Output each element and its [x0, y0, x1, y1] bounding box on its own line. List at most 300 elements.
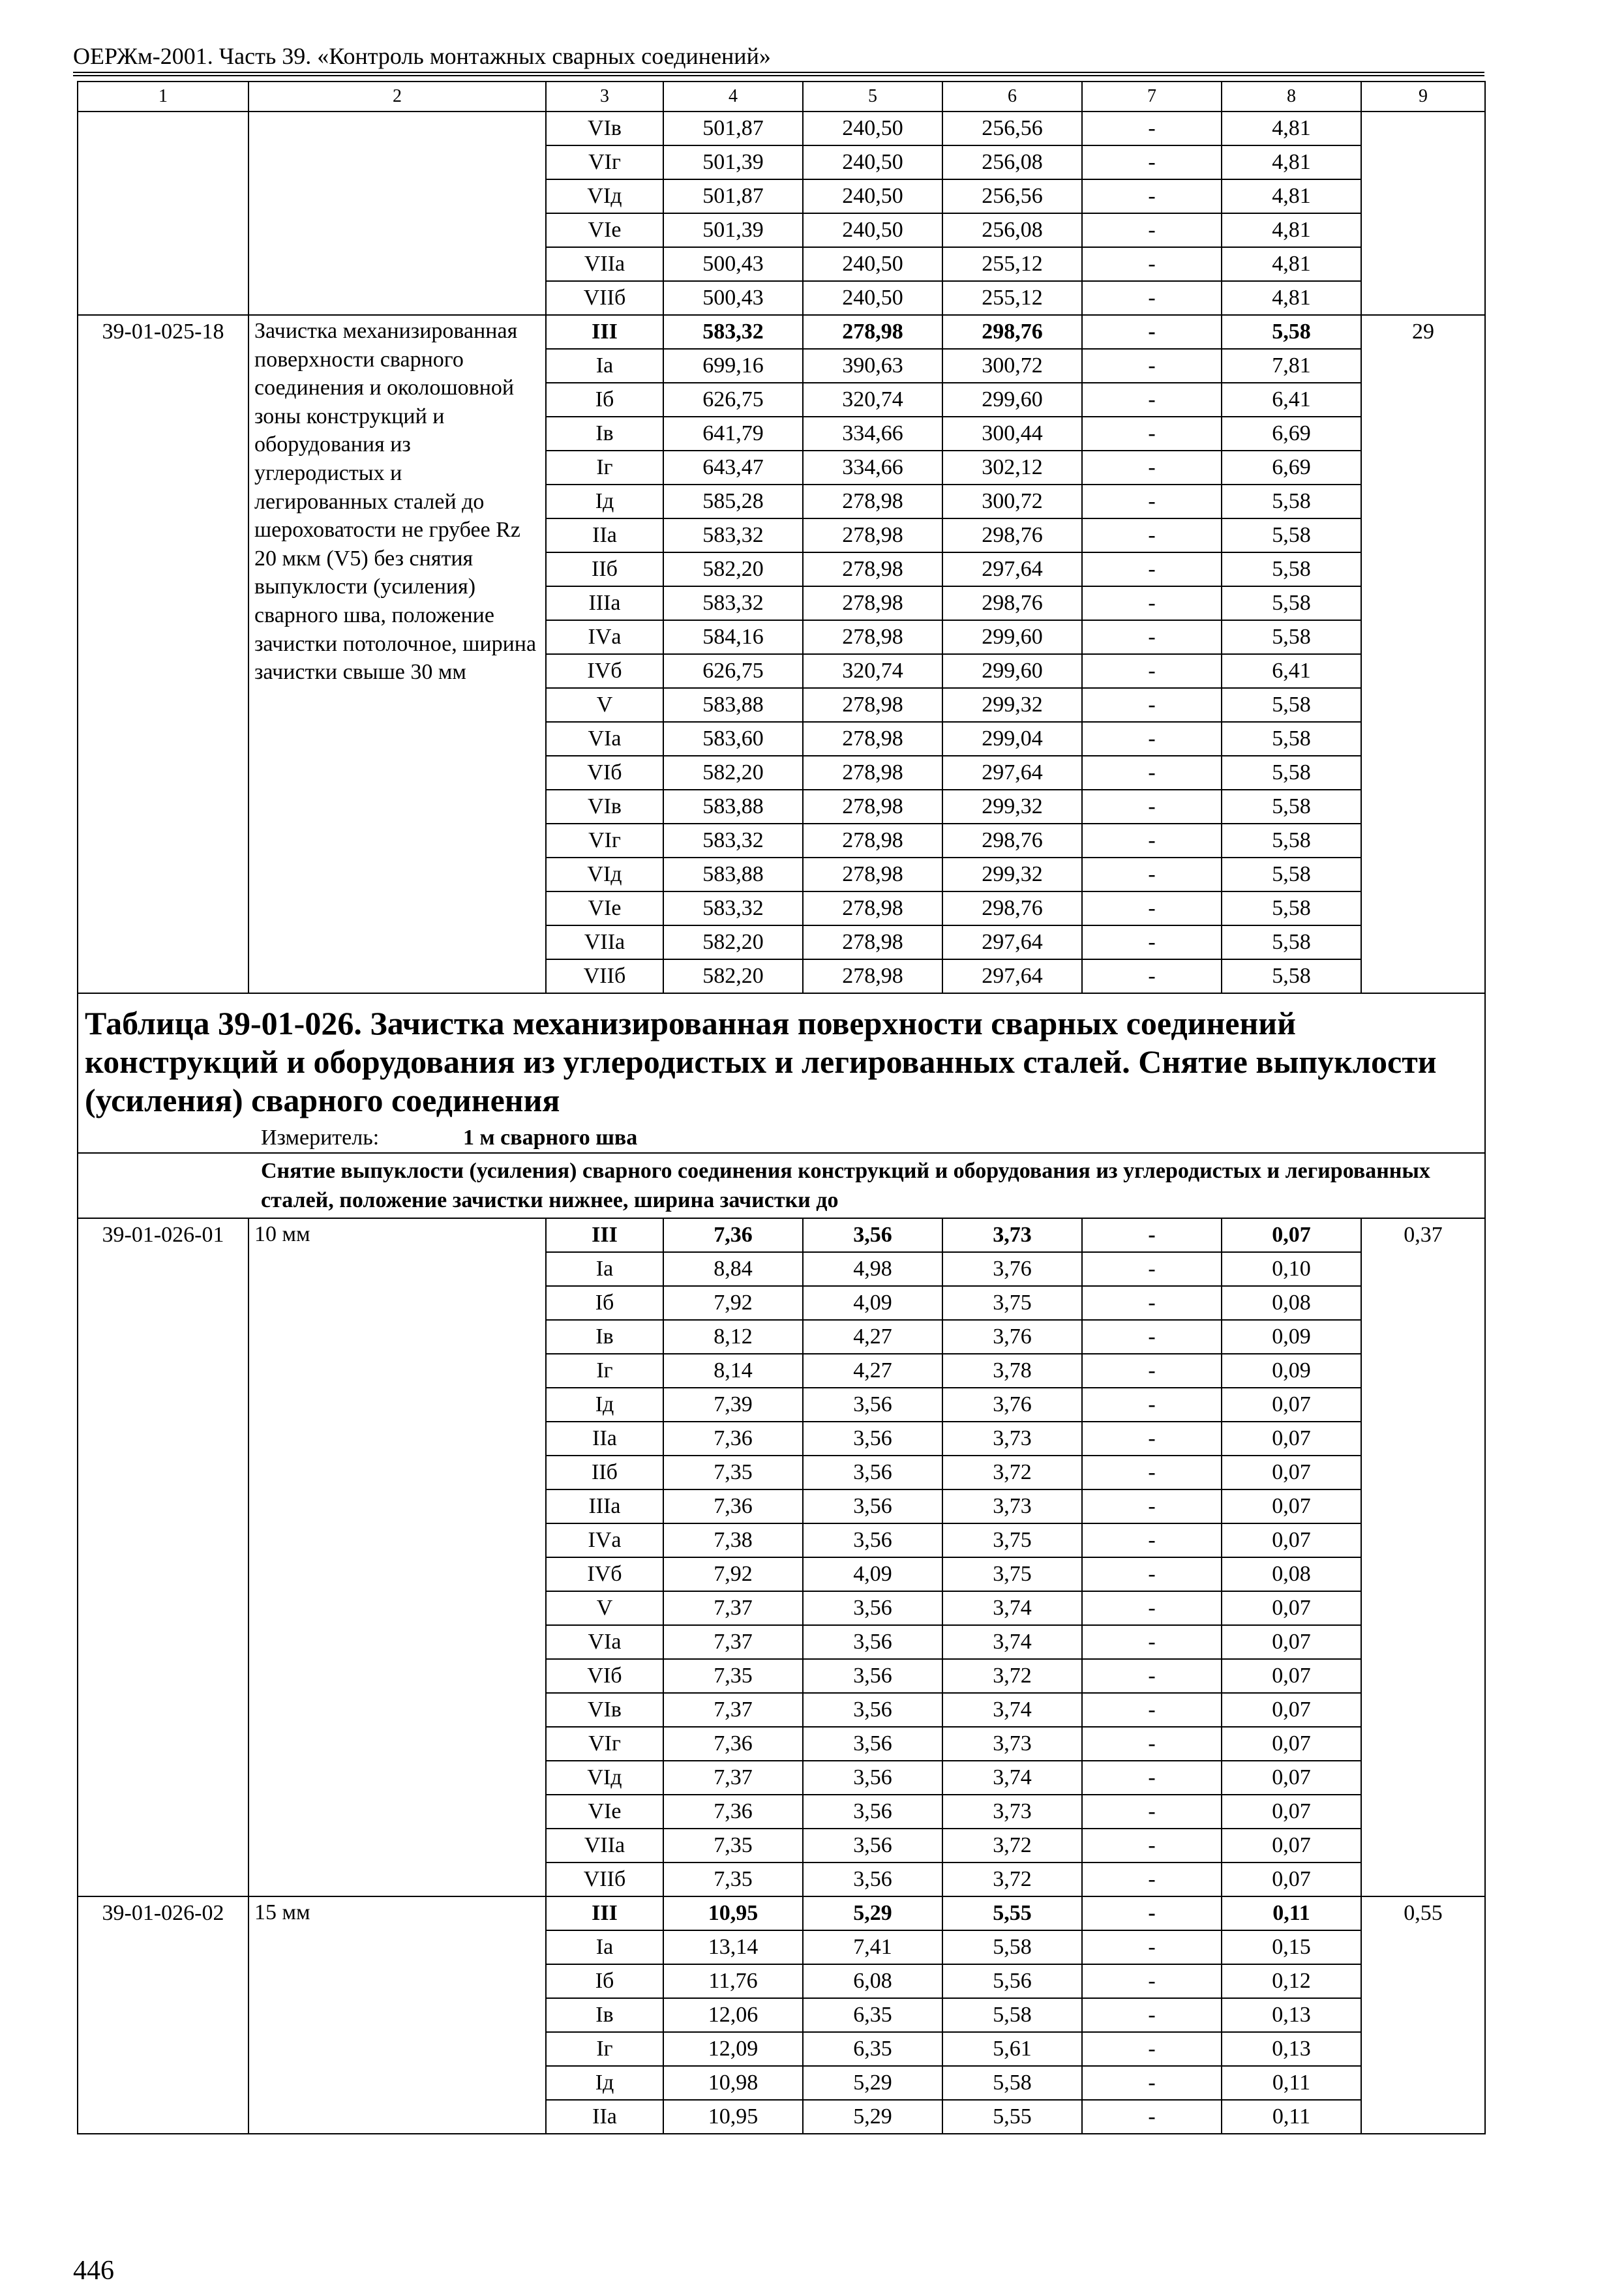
materials-cost-cell: -: [1082, 417, 1222, 451]
zone-cell: VIв: [546, 790, 663, 824]
total-cost-cell: 7,35: [663, 1659, 803, 1693]
materials-cost-cell: -: [1082, 1591, 1222, 1625]
machine-cost-cell: 298,76: [942, 824, 1082, 858]
table-title-row: [78, 993, 1485, 1153]
materials-cost-cell: -: [1082, 586, 1222, 620]
materials-cost-cell: -: [1082, 858, 1222, 891]
wage-cost-cell: 3,56: [803, 1693, 942, 1727]
labor-cell: 0,07: [1222, 1456, 1361, 1489]
labor-cell: 5,58: [1222, 620, 1361, 654]
rate-code: [78, 112, 248, 315]
labor-cell: 0,07: [1222, 1591, 1361, 1625]
machine-cost-cell: 5,55: [942, 2100, 1082, 2134]
wage-cost-cell: 278,98: [803, 925, 942, 959]
total-cost-cell: 583,32: [663, 518, 803, 552]
total-cost-cell: 10,95: [663, 2100, 803, 2134]
zone-cell: Iв: [546, 1320, 663, 1354]
zone-cell: V: [546, 688, 663, 722]
wage-cost-cell: 278,98: [803, 485, 942, 518]
machine-cost-cell: 298,76: [942, 586, 1082, 620]
total-cost-cell: 641,79: [663, 417, 803, 451]
total-cost-cell: 626,75: [663, 654, 803, 688]
price-cell: [1361, 112, 1485, 315]
zone-cell: Iв: [546, 1998, 663, 2032]
wage-cost-cell: 3,56: [803, 1218, 942, 1252]
wage-cost-cell: 334,66: [803, 417, 942, 451]
labor-cell: 4,81: [1222, 213, 1361, 247]
zone-cell: VIг: [546, 824, 663, 858]
section-subheading: Снятие выпуклости (усиления) сварного соединения конструкций и оборудования из углеродистых и легированных сталей, положение зачистки нижнее, ширина зачистки до: [261, 1159, 1430, 1212]
header-rule: [73, 75, 1484, 76]
materials-cost-cell: -: [1082, 112, 1222, 145]
materials-cost-cell: -: [1082, 1625, 1222, 1659]
labor-cell: 0,07: [1222, 1693, 1361, 1727]
wage-cost-cell: 320,74: [803, 654, 942, 688]
rate-description: [248, 112, 546, 315]
zone-cell: VIг: [546, 1727, 663, 1761]
zone-cell: IIIа: [546, 586, 663, 620]
total-cost-cell: 7,36: [663, 1795, 803, 1829]
labor-cell: 0,12: [1222, 1964, 1361, 1998]
machine-cost-cell: 3,73: [942, 1422, 1082, 1456]
labor-cell: 5,58: [1222, 790, 1361, 824]
machine-cost-cell: 256,56: [942, 179, 1082, 213]
labor-cell: 0,07: [1222, 1422, 1361, 1456]
wage-cost-cell: 3,56: [803, 1761, 942, 1795]
zone-cell: VIд: [546, 858, 663, 891]
rate-description: 10 мм: [248, 1218, 546, 1896]
total-cost-cell: 699,16: [663, 349, 803, 383]
column-number: 8: [1222, 82, 1361, 112]
labor-cell: 5,58: [1222, 518, 1361, 552]
zone-cell: Iг: [546, 2032, 663, 2066]
wage-cost-cell: 278,98: [803, 722, 942, 756]
labor-cell: 0,07: [1222, 1829, 1361, 1863]
machine-cost-cell: 3,76: [942, 1252, 1082, 1286]
materials-cost-cell: -: [1082, 383, 1222, 417]
zone-cell: VIе: [546, 1795, 663, 1829]
total-cost-cell: 583,88: [663, 790, 803, 824]
materials-cost-cell: -: [1082, 1930, 1222, 1964]
labor-cell: 0,15: [1222, 1930, 1361, 1964]
wage-cost-cell: 6,35: [803, 2032, 942, 2066]
materials-cost-cell: -: [1082, 925, 1222, 959]
machine-cost-cell: 3,74: [942, 1761, 1082, 1795]
column-numbers-row: [78, 82, 1485, 112]
wage-cost-cell: 4,27: [803, 1320, 942, 1354]
total-cost-cell: 501,87: [663, 112, 803, 145]
zone-cell: VIв: [546, 1693, 663, 1727]
total-cost-cell: 8,14: [663, 1354, 803, 1388]
labor-cell: 5,58: [1222, 552, 1361, 586]
labor-cell: 0,13: [1222, 1998, 1361, 2032]
materials-cost-cell: -: [1082, 1320, 1222, 1354]
wage-cost-cell: 240,50: [803, 179, 942, 213]
header-rule: [73, 72, 1484, 73]
total-cost-cell: 8,12: [663, 1320, 803, 1354]
wage-cost-cell: 3,56: [803, 1523, 942, 1557]
wage-cost-cell: 3,56: [803, 1456, 942, 1489]
materials-cost-cell: -: [1082, 1896, 1222, 1930]
materials-cost-cell: -: [1082, 1456, 1222, 1489]
labor-cell: 5,58: [1222, 586, 1361, 620]
wage-cost-cell: 240,50: [803, 145, 942, 179]
labor-cell: 7,81: [1222, 349, 1361, 383]
total-cost-cell: 7,35: [663, 1456, 803, 1489]
total-cost-cell: 500,43: [663, 247, 803, 281]
total-cost-cell: 501,87: [663, 179, 803, 213]
machine-cost-cell: 3,72: [942, 1659, 1082, 1693]
machine-cost-cell: 300,72: [942, 485, 1082, 518]
total-cost-cell: 583,32: [663, 315, 803, 349]
machine-cost-cell: 299,60: [942, 654, 1082, 688]
total-cost-cell: 7,37: [663, 1761, 803, 1795]
labor-cell: 6,41: [1222, 654, 1361, 688]
measure-label: Измеритель:: [261, 1126, 380, 1150]
total-cost-cell: 12,09: [663, 2032, 803, 2066]
machine-cost-cell: 3,72: [942, 1456, 1082, 1489]
zone-cell: Iб: [546, 383, 663, 417]
zone-cell: Iд: [546, 485, 663, 518]
machine-cost-cell: 256,08: [942, 213, 1082, 247]
machine-cost-cell: 5,58: [942, 1998, 1082, 2032]
labor-cell: 0,11: [1222, 2100, 1361, 2134]
zone-cell: IVа: [546, 620, 663, 654]
machine-cost-cell: 5,61: [942, 2032, 1082, 2066]
labor-cell: 0,10: [1222, 1252, 1361, 1286]
materials-cost-cell: -: [1082, 654, 1222, 688]
total-cost-cell: 12,06: [663, 1998, 803, 2032]
zone-cell: IIа: [546, 518, 663, 552]
total-cost-cell: 501,39: [663, 145, 803, 179]
labor-cell: 4,81: [1222, 179, 1361, 213]
total-cost-cell: 7,35: [663, 1863, 803, 1896]
machine-cost-cell: 3,75: [942, 1286, 1082, 1320]
labor-cell: 4,81: [1222, 112, 1361, 145]
materials-cost-cell: -: [1082, 824, 1222, 858]
labor-cell: 5,58: [1222, 315, 1361, 349]
table-row: [78, 315, 1485, 349]
wage-cost-cell: 3,56: [803, 1795, 942, 1829]
wage-cost-cell: 4,09: [803, 1557, 942, 1591]
machine-cost-cell: 255,12: [942, 281, 1082, 315]
materials-cost-cell: -: [1082, 1964, 1222, 1998]
materials-cost-cell: -: [1082, 2032, 1222, 2066]
machine-cost-cell: 299,32: [942, 790, 1082, 824]
machine-cost-cell: 299,32: [942, 688, 1082, 722]
labor-cell: 4,81: [1222, 247, 1361, 281]
wage-cost-cell: 3,56: [803, 1591, 942, 1625]
labor-cell: 0,07: [1222, 1523, 1361, 1557]
materials-cost-cell: -: [1082, 1523, 1222, 1557]
column-number: 7: [1082, 82, 1222, 112]
total-cost-cell: 7,35: [663, 1829, 803, 1863]
table-title-cell: [78, 993, 1485, 1153]
column-number: 6: [942, 82, 1082, 112]
machine-cost-cell: 297,64: [942, 756, 1082, 790]
total-cost-cell: 7,39: [663, 1388, 803, 1422]
labor-cell: 0,07: [1222, 1625, 1361, 1659]
materials-cost-cell: -: [1082, 1489, 1222, 1523]
machine-cost-cell: 3,73: [942, 1218, 1082, 1252]
zone-cell: VIд: [546, 179, 663, 213]
wage-cost-cell: 5,29: [803, 2100, 942, 2134]
materials-cost-cell: -: [1082, 688, 1222, 722]
materials-cost-cell: -: [1082, 213, 1222, 247]
labor-cell: 0,07: [1222, 1388, 1361, 1422]
labor-cell: 5,58: [1222, 722, 1361, 756]
materials-cost-cell: -: [1082, 1693, 1222, 1727]
machine-cost-cell: 3,74: [942, 1591, 1082, 1625]
zone-cell: IIб: [546, 552, 663, 586]
machine-cost-cell: 3,78: [942, 1354, 1082, 1388]
machine-cost-cell: 5,56: [942, 1964, 1082, 1998]
total-cost-cell: 583,32: [663, 586, 803, 620]
price-cell: 0,55: [1361, 1896, 1485, 2134]
labor-cell: 5,58: [1222, 891, 1361, 925]
machine-cost-cell: 5,58: [942, 1930, 1082, 1964]
total-cost-cell: 582,20: [663, 925, 803, 959]
wage-cost-cell: 334,66: [803, 451, 942, 485]
machine-cost-cell: 299,60: [942, 620, 1082, 654]
zone-cell: IIб: [546, 1456, 663, 1489]
labor-cell: 0,13: [1222, 2032, 1361, 2066]
labor-cell: 0,07: [1222, 1218, 1361, 1252]
labor-cell: 5,58: [1222, 959, 1361, 993]
total-cost-cell: 7,37: [663, 1625, 803, 1659]
materials-cost-cell: -: [1082, 1422, 1222, 1456]
zone-cell: Iд: [546, 1388, 663, 1422]
total-cost-cell: 7,92: [663, 1286, 803, 1320]
section-subheading-row: [78, 1153, 1485, 1218]
materials-cost-cell: -: [1082, 1998, 1222, 2032]
labor-cell: 6,41: [1222, 383, 1361, 417]
materials-cost-cell: -: [1082, 1557, 1222, 1591]
labor-cell: 4,81: [1222, 281, 1361, 315]
wage-cost-cell: 3,56: [803, 1727, 942, 1761]
zone-cell: Iв: [546, 417, 663, 451]
wage-cost-cell: 320,74: [803, 383, 942, 417]
zone-cell: Iд: [546, 2066, 663, 2100]
materials-cost-cell: -: [1082, 1286, 1222, 1320]
labor-cell: 0,07: [1222, 1795, 1361, 1829]
column-number: 2: [248, 82, 546, 112]
zone-cell: VIд: [546, 1761, 663, 1795]
machine-cost-cell: 299,60: [942, 383, 1082, 417]
machine-cost-cell: 5,55: [942, 1896, 1082, 1930]
wage-cost-cell: 278,98: [803, 688, 942, 722]
wage-cost-cell: 4,98: [803, 1252, 942, 1286]
zone-cell: VIIб: [546, 281, 663, 315]
machine-cost-cell: 298,76: [942, 891, 1082, 925]
materials-cost-cell: -: [1082, 451, 1222, 485]
total-cost-cell: 582,20: [663, 756, 803, 790]
wage-cost-cell: 3,56: [803, 1863, 942, 1896]
rate-description: 15 мм: [248, 1896, 546, 2134]
zone-cell: VIIа: [546, 925, 663, 959]
machine-cost-cell: 3,73: [942, 1727, 1082, 1761]
column-number: 9: [1361, 82, 1485, 112]
total-cost-cell: 13,14: [663, 1930, 803, 1964]
total-cost-cell: 583,88: [663, 858, 803, 891]
labor-cell: 0,07: [1222, 1863, 1361, 1896]
zone-cell: Iа: [546, 1252, 663, 1286]
zone-cell: V: [546, 1591, 663, 1625]
rate-code: 39-01-025-18: [78, 315, 248, 993]
wage-cost-cell: 4,09: [803, 1286, 942, 1320]
materials-cost-cell: -: [1082, 620, 1222, 654]
materials-cost-cell: -: [1082, 756, 1222, 790]
materials-cost-cell: -: [1082, 722, 1222, 756]
column-number: 3: [546, 82, 663, 112]
materials-cost-cell: -: [1082, 1388, 1222, 1422]
measure-unit: [85, 1125, 1478, 1151]
wage-cost-cell: 278,98: [803, 858, 942, 891]
zone-cell: VIIа: [546, 1829, 663, 1863]
total-cost-cell: 10,98: [663, 2066, 803, 2100]
total-cost-cell: 10,95: [663, 1896, 803, 1930]
zone-cell: VIIб: [546, 959, 663, 993]
wage-cost-cell: 3,56: [803, 1422, 942, 1456]
materials-cost-cell: -: [1082, 1252, 1222, 1286]
wage-cost-cell: 278,98: [803, 959, 942, 993]
labor-cell: 5,58: [1222, 824, 1361, 858]
table-row: [78, 112, 1485, 145]
zone-cell: IVа: [546, 1523, 663, 1557]
total-cost-cell: 583,60: [663, 722, 803, 756]
zone-cell: IIа: [546, 2100, 663, 2134]
zone-cell: Iб: [546, 1964, 663, 1998]
labor-cell: 6,69: [1222, 417, 1361, 451]
labor-cell: 0,07: [1222, 1659, 1361, 1693]
zone-cell: IVб: [546, 1557, 663, 1591]
machine-cost-cell: 3,73: [942, 1795, 1082, 1829]
total-cost-cell: 585,28: [663, 485, 803, 518]
wage-cost-cell: 3,56: [803, 1659, 942, 1693]
wage-cost-cell: 6,08: [803, 1964, 942, 1998]
wage-cost-cell: 278,98: [803, 620, 942, 654]
total-cost-cell: 501,39: [663, 213, 803, 247]
machine-cost-cell: 300,72: [942, 349, 1082, 383]
column-number: 1: [78, 82, 248, 112]
materials-cost-cell: -: [1082, 2066, 1222, 2100]
machine-cost-cell: 298,76: [942, 518, 1082, 552]
labor-cell: 0,11: [1222, 1896, 1361, 1930]
machine-cost-cell: 297,64: [942, 552, 1082, 586]
total-cost-cell: 582,20: [663, 959, 803, 993]
labor-cell: 0,08: [1222, 1286, 1361, 1320]
wage-cost-cell: 3,56: [803, 1829, 942, 1863]
labor-cell: 5,58: [1222, 858, 1361, 891]
zone-cell: VIIа: [546, 247, 663, 281]
wage-cost-cell: 3,56: [803, 1388, 942, 1422]
machine-cost-cell: 299,32: [942, 858, 1082, 891]
materials-cost-cell: -: [1082, 315, 1222, 349]
labor-cell: 5,58: [1222, 925, 1361, 959]
zone-cell: IVб: [546, 654, 663, 688]
machine-cost-cell: 3,74: [942, 1625, 1082, 1659]
materials-cost-cell: -: [1082, 1863, 1222, 1896]
materials-cost-cell: -: [1082, 1218, 1222, 1252]
zone-cell: IIа: [546, 1422, 663, 1456]
zone-cell: III: [546, 1218, 663, 1252]
wage-cost-cell: 278,98: [803, 552, 942, 586]
labor-cell: 5,58: [1222, 485, 1361, 518]
wage-cost-cell: 390,63: [803, 349, 942, 383]
labor-cell: 0,11: [1222, 2066, 1361, 2100]
measure-value: 1 м сварного шва: [463, 1126, 638, 1150]
rate-code: 39-01-026-02: [78, 1896, 248, 2134]
labor-cell: 0,08: [1222, 1557, 1361, 1591]
wage-cost-cell: 278,98: [803, 891, 942, 925]
zone-cell: III: [546, 1896, 663, 1930]
column-number: 5: [803, 82, 942, 112]
zone-cell: Iб: [546, 1286, 663, 1320]
materials-cost-cell: -: [1082, 1829, 1222, 1863]
zone-cell: Iг: [546, 451, 663, 485]
zone-cell: Iг: [546, 1354, 663, 1388]
zone-cell: Iа: [546, 349, 663, 383]
zone-cell: VIа: [546, 722, 663, 756]
total-cost-cell: 643,47: [663, 451, 803, 485]
wage-cost-cell: 3,56: [803, 1625, 942, 1659]
wage-cost-cell: 5,29: [803, 1896, 942, 1930]
total-cost-cell: 7,36: [663, 1489, 803, 1523]
wage-cost-cell: 278,98: [803, 790, 942, 824]
total-cost-cell: 7,38: [663, 1523, 803, 1557]
zone-cell: VIа: [546, 1625, 663, 1659]
materials-cost-cell: -: [1082, 1795, 1222, 1829]
materials-cost-cell: -: [1082, 1659, 1222, 1693]
page-header-title: ОЕРЖм-2001. Часть 39. «Контроль монтажных сварных соединений»: [73, 43, 771, 69]
total-cost-cell: 7,37: [663, 1591, 803, 1625]
wage-cost-cell: 278,98: [803, 518, 942, 552]
materials-cost-cell: -: [1082, 179, 1222, 213]
wage-cost-cell: 240,50: [803, 112, 942, 145]
machine-cost-cell: 3,76: [942, 1388, 1082, 1422]
price-cell: 0,37: [1361, 1218, 1485, 1896]
materials-cost-cell: -: [1082, 247, 1222, 281]
total-cost-cell: 626,75: [663, 383, 803, 417]
labor-cell: 5,58: [1222, 756, 1361, 790]
machine-cost-cell: 297,64: [942, 959, 1082, 993]
wage-cost-cell: 240,50: [803, 247, 942, 281]
materials-cost-cell: -: [1082, 552, 1222, 586]
machine-cost-cell: 3,75: [942, 1557, 1082, 1591]
materials-cost-cell: -: [1082, 1761, 1222, 1795]
materials-cost-cell: -: [1082, 891, 1222, 925]
materials-cost-cell: -: [1082, 349, 1222, 383]
wage-cost-cell: 278,98: [803, 586, 942, 620]
price-cell: 29: [1361, 315, 1485, 993]
wage-cost-cell: 7,41: [803, 1930, 942, 1964]
zone-cell: VIб: [546, 1659, 663, 1693]
machine-cost-cell: 300,44: [942, 417, 1082, 451]
zone-cell: VIе: [546, 213, 663, 247]
zone-cell: VIг: [546, 145, 663, 179]
section-subheading-cell: [78, 1153, 1485, 1218]
machine-cost-cell: 5,58: [942, 2066, 1082, 2100]
materials-cost-cell: -: [1082, 1727, 1222, 1761]
machine-cost-cell: 297,64: [942, 925, 1082, 959]
materials-cost-cell: -: [1082, 281, 1222, 315]
total-cost-cell: 7,92: [663, 1557, 803, 1591]
machine-cost-cell: 3,73: [942, 1489, 1082, 1523]
zone-cell: Iа: [546, 1930, 663, 1964]
zone-cell: VIе: [546, 891, 663, 925]
table-row: [78, 1218, 1485, 1252]
page-number: 446: [73, 2256, 114, 2286]
